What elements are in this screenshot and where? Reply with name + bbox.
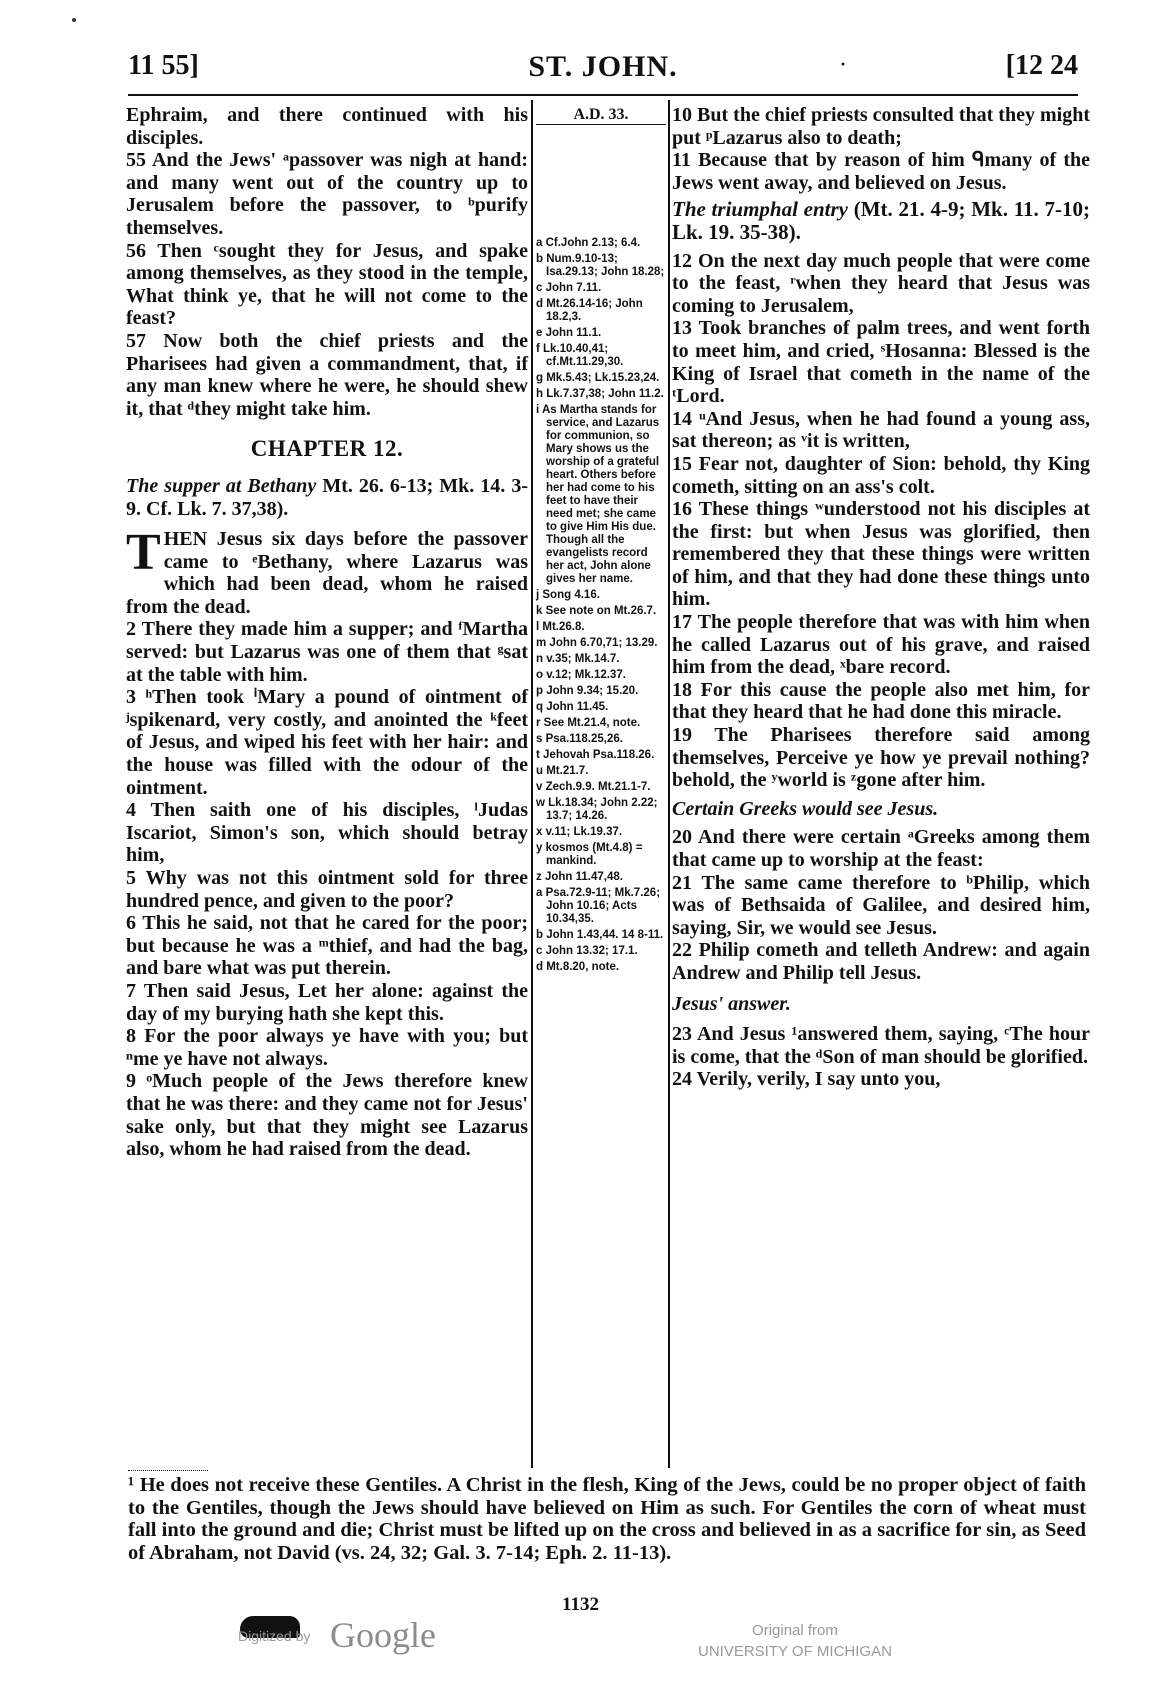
verse-17: 17 The people therefore that was with him when he called Lazarus out of his grave, and raised him from the dead, ˣbare record. bbox=[672, 611, 1090, 679]
margin-ref: t Jehovah Psa.118.26. bbox=[536, 749, 655, 761]
era-label: A.D. 33. bbox=[536, 108, 666, 125]
margin-ref: m John 6.70,71; 13.29. bbox=[536, 637, 658, 649]
provenance-line-2: UNIVERSITY OF MICHIGAN bbox=[698, 1643, 892, 1660]
margin-ref: l Mt.26.8. bbox=[536, 621, 585, 633]
margin-ref: b John 1.43,44. 14 8-11. bbox=[536, 929, 664, 941]
margin-ref: c John 7.11. bbox=[536, 282, 602, 294]
running-header bbox=[128, 50, 1078, 90]
margin-ref: a Cf.John 2.13; 6.4. bbox=[536, 237, 641, 249]
margin-ref: e John 11.1. bbox=[536, 327, 602, 339]
header-rule bbox=[128, 94, 1078, 96]
heading-title: The triumphal entry bbox=[672, 197, 848, 222]
verse-56: 56 Then ᶜsought they for Jesus, and spake among themselves, as they stood in the temple, What think ye, that he will not come to the feast? bbox=[126, 239, 528, 330]
margin-ref: j Song 4.16. bbox=[536, 589, 600, 601]
margin-ref: z John 11.47,48. bbox=[536, 871, 623, 883]
column-rule-left bbox=[531, 100, 533, 1468]
right-column bbox=[672, 104, 1090, 1091]
margin-ref: d Mt.26.14-16; John 18.2,3. bbox=[536, 298, 643, 323]
heading-refs: Mt. 26. 6-13; Mk. 14. 3-9. Cf. Lk. 7. 37,38). bbox=[126, 474, 528, 520]
section-heading-triumphal bbox=[672, 198, 1090, 243]
verse-11: 11 Because that by reason of him ᑫmany of the Jews went away, and believed on Jesus. bbox=[672, 149, 1090, 194]
google-logo: Google bbox=[330, 1615, 436, 1655]
verse-16: 16 These things ʷunderstood not his disciples at the first: but when Jesus was glorified, then remembered they that these things were written of him, and that they had done these things unto him. bbox=[672, 498, 1090, 611]
section-heading-answer: Jesus' answer. bbox=[672, 992, 791, 1015]
margin-ref: o v.12; Mk.12.37. bbox=[536, 669, 626, 681]
verse-14: 14 ᵘAnd Jesus, when he had found a young ass, sat thereon; as ᵛit is written, bbox=[672, 407, 1090, 453]
section-heading-supper bbox=[126, 475, 528, 520]
column-rule-right bbox=[668, 100, 670, 1468]
margin-ref: r See Mt.21.4, note. bbox=[536, 717, 641, 729]
margin-ref: u Mt.21.7. bbox=[536, 765, 589, 777]
verse-23: 23 And Jesus ¹answered them, saying, ᶜThe hour is come, that the ᵈSon of man should be glorified. bbox=[672, 1023, 1090, 1068]
verse-5: 5 Why was not this ointment sold for three hundred pence, and given to the poor? bbox=[126, 867, 528, 912]
page-number: 1132 bbox=[562, 1594, 599, 1615]
reference-list bbox=[536, 237, 666, 974]
header-left-ref: 11 55] bbox=[128, 50, 199, 81]
margin-ref: w Lk.18.34; John 2.22; 13.7; 14.26. bbox=[536, 797, 658, 822]
verse-1-text: HEN Jesus six days before the passover came to ᵉBethany, where Lazarus was which had been dead, whom he raised from the dead. bbox=[126, 528, 528, 618]
margin-ref: p John 9.34; 15.20. bbox=[536, 685, 639, 697]
margin-ref: h Lk.7.37,38; John 11.2. bbox=[536, 388, 664, 400]
margin-ref: f Lk.10.40,41; cf.Mt.11.29,30. bbox=[536, 343, 624, 368]
margin-ref: n v.35; Mk.14.7. bbox=[536, 653, 620, 665]
verse-10: 10 But the chief priests consulted that they might put ᵖLazarus also to death; bbox=[672, 104, 1090, 149]
verse-6: 6 This he said, not that he cared for the poor; but because he was a ᵐthief, and had the bag, and bare what was put therein. bbox=[126, 912, 528, 980]
margin-ref: d Mt.8.20, note. bbox=[536, 961, 620, 973]
verse-3: 3 ʰThen took ⁱMary a pound of ointment of ʲspikenard, very costly, and anointed the ᵏfeet of Jesus, and wiped his feet with her hair: and the house was filled with the odour of the ointment. bbox=[126, 686, 528, 799]
margin-ref: a Psa.72.9-11; Mk.7.26; John 10.16; Acts 10.34,35. bbox=[536, 887, 661, 925]
margin-ref: v Zech.9.9. Mt.21.1-7. bbox=[536, 781, 651, 793]
header-dot: · bbox=[840, 54, 847, 74]
verse-15: 15 Fear not, daughter of Sion: behold, thy King cometh, sitting on an ass's colt. bbox=[672, 452, 1090, 498]
provenance-line-1: Original from bbox=[752, 1622, 838, 1639]
verse-21: 21 The same came therefore to ᵇPhilip, which was of Bethsaida of Galilee, and desired him, saying, Sir, we would see Jesus. bbox=[672, 871, 1090, 939]
scan-speck bbox=[72, 18, 76, 22]
verse-22: 22 Philip cometh and telleth Andrew: and again Andrew and Philip tell Jesus. bbox=[672, 939, 1090, 984]
verse-18: 18 For this cause the people also met him, for that they heard that he had done this miracle. bbox=[672, 678, 1090, 724]
verse-19: 19 The Pharisees therefore said among themselves, Perceive ye how ye prevail nothing? behold, the ʸworld is ᶻgone after him. bbox=[672, 724, 1090, 792]
margin-ref: x v.11; Lk.19.37. bbox=[536, 826, 623, 838]
verse-12: 12 On the next day much people that were come to the feast, ʳwhen they heard that Jesus was coming to Jerusalem, bbox=[672, 249, 1090, 317]
margin-ref: g Mk.5.43; Lk.15.23,24. bbox=[536, 372, 660, 384]
heading-refs: (Mt. 21. 4-9; Mk. 11. 7-10; Lk. 19. 35-38). bbox=[672, 197, 1091, 244]
header-right-ref: [12 24 bbox=[1005, 50, 1078, 81]
footnote-rule bbox=[128, 1470, 208, 1471]
margin-ref: i As Martha stands for service, and Lazarus for communion, so Mary shows us the worship of a grateful heart. Others before her had come to his feet to have their need met; she came to give Him His due. Though all the evangelists record her act, John alone gives her name. bbox=[536, 404, 660, 585]
left-column bbox=[126, 104, 528, 1161]
section-heading-greeks: Certain Greeks would see Jesus. bbox=[672, 797, 939, 820]
verse-13: 13 Took branches of palm trees, and went forth to meet him, and cried, ˢHosanna: Blessed is the King of Israel that cometh in the name of the ᵗLord. bbox=[672, 317, 1090, 408]
footnote: ¹ He does not receive these Gentiles. A Christ in the flesh, King of the Jews, could be no proper object of faith to the Gentiles, though the Jews should have believed on Him as such. For Gentiles the corn of wheat must fall into the ground and die; Christ must be lifted up on the cross and believed in as a sacrifice for sin, as Seed of Abraham, not David (vs. 24, 32; Gal. 3. 7-14; Eph. 2. 11-13). bbox=[128, 1474, 1086, 1564]
margin-references bbox=[536, 108, 666, 977]
margin-ref: b Num.9.10-13; Isa.29.13; John 18.28; bbox=[536, 253, 665, 278]
chapter-heading: CHAPTER 12. bbox=[250, 436, 404, 462]
verse-text: Ephraim, and there continued with his disciples. bbox=[126, 104, 528, 149]
verse-8: 8 For the poor always ye have with you; but ⁿme ye have not always. bbox=[126, 1025, 528, 1070]
heading-title: The supper at Bethany bbox=[126, 474, 317, 497]
verse-24: 24 Verily, verily, I say unto you, bbox=[672, 1068, 941, 1091]
verse-7: 7 Then said Jesus, Let her alone: against the day of my burying hath she kept this. bbox=[126, 979, 528, 1025]
margin-ref: c John 13.32; 17.1. bbox=[536, 945, 638, 957]
verse-4: 4 Then saith one of his disciples, ˡJudas Iscariot, Simon's son, which should betray him, bbox=[126, 799, 528, 867]
margin-ref: s Psa.118.25,26. bbox=[536, 733, 623, 745]
verse-1 bbox=[126, 524, 528, 618]
provenance-label bbox=[698, 1620, 892, 1662]
margin-ref: k See note on Mt.26.7. bbox=[536, 605, 657, 617]
book-title: ST. JOHN. bbox=[528, 50, 678, 83]
margin-ref: q John 11.45. bbox=[536, 701, 609, 713]
verse-9: 9 ᵒMuch people of the Jews therefore knew that he was there: and they came not for Jesus' sake only, but that they might see Lazarus also, whom he had raised from the dead. bbox=[126, 1070, 528, 1161]
margin-ref: y kosmos (Mt.4.8) = mankind. bbox=[536, 842, 643, 867]
drop-cap: T bbox=[126, 524, 161, 582]
verse-57: 57 Now both the chief priests and the Pharisees had given a commandment, that, if any man knew where he were, he should shew it, that ᵈthey might take him. bbox=[126, 329, 528, 420]
digitized-by-label: Digitized by bbox=[238, 1628, 311, 1644]
verse-55: 55 And the Jews' ᵃpassover was nigh at hand: and many went out of the country up to Jerusalem before the passover, to ᵇpurify themselves. bbox=[126, 149, 528, 239]
verse-2: 2 There they made him a supper; and ᶠMartha served: but Lazarus was one of them that ᵍsat at the table with him. bbox=[126, 618, 528, 686]
verse-20: 20 And there were certain ᵃGreeks among them that came up to worship at the feast: bbox=[672, 826, 1090, 871]
